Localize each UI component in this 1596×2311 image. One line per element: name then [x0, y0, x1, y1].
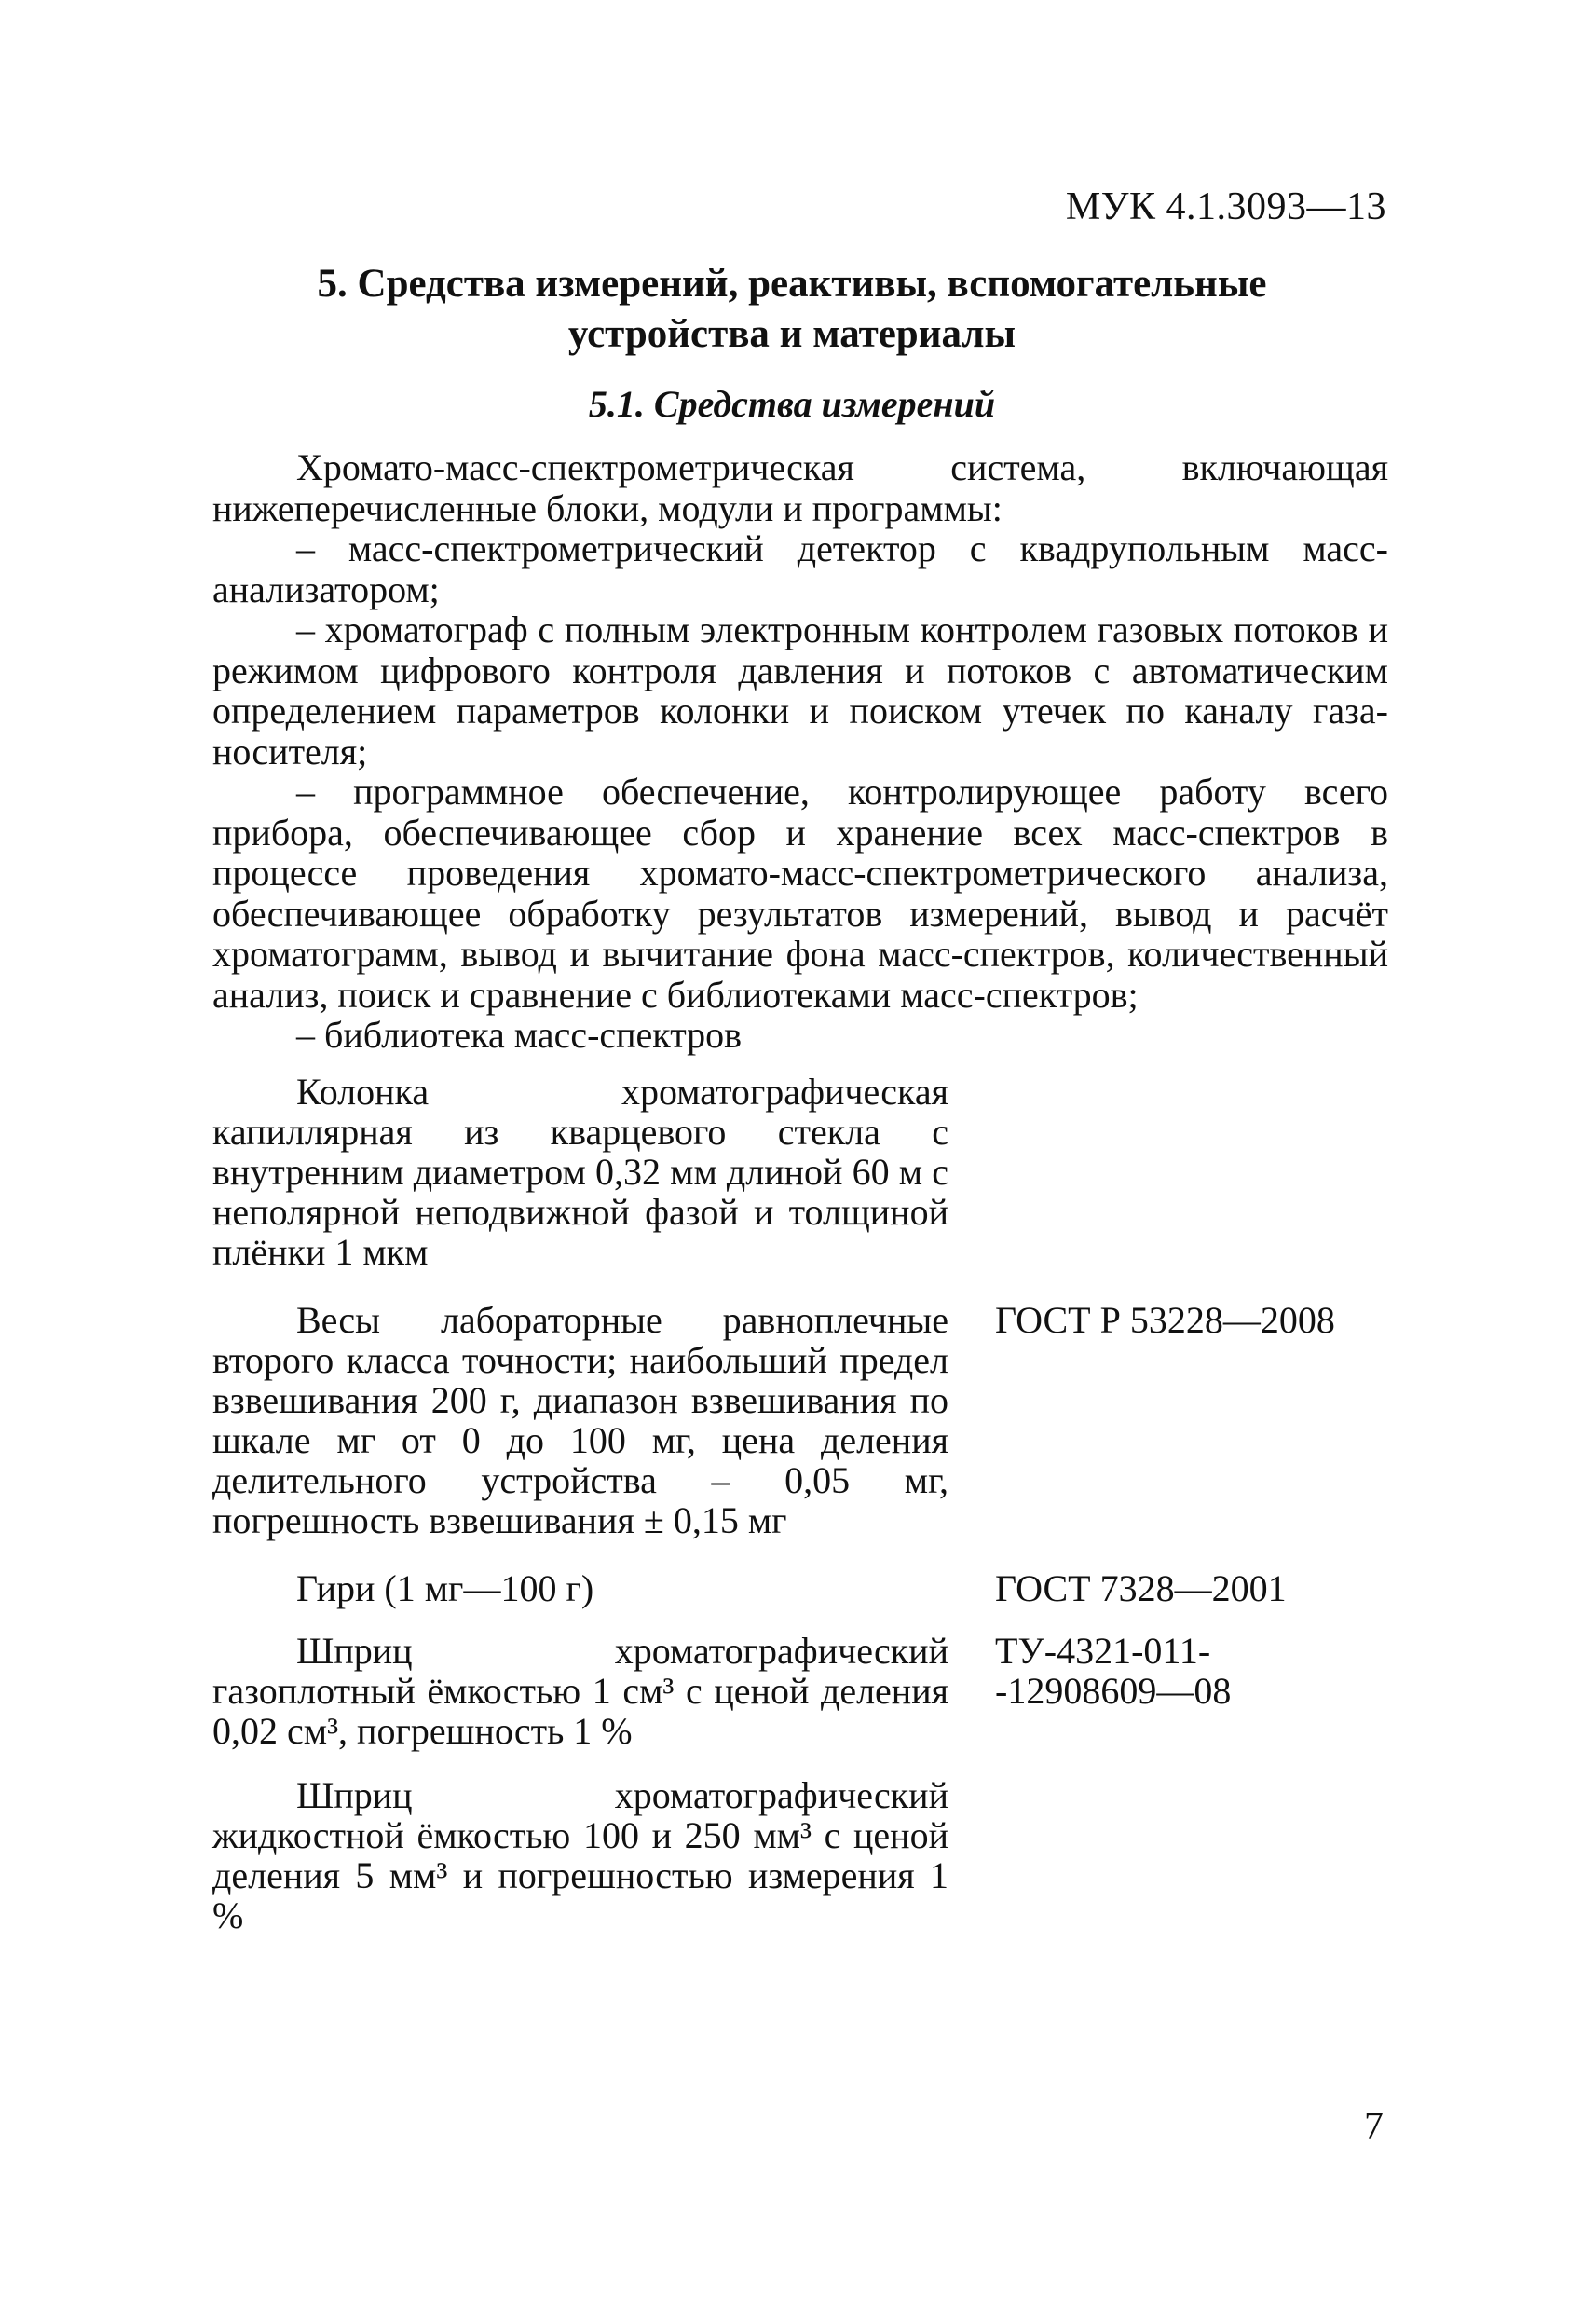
intro-paragraph: – масс-спектрометрический детектор с квадрупольным масс-анализатором; [212, 527, 1388, 610]
equipment-item [212, 1300, 1388, 1540]
equipment-item [212, 1072, 1388, 1272]
intro-paragraph: – программное обеспечение, контролирующее работу всего прибора, обеспечивающее сбор и хранение всех масс-спектров в процессе проведения хромато-масс-спектрометрического анализа, обеспечивающее обработку результатов измерений, вывод и расчёт хроматограмм, вывод и вычитание фона масс-спектров, количественный анализ, поиск и сравнение с библиотеками масс-спектров; [212, 771, 1388, 1016]
equipment-reference [995, 1072, 1377, 1272]
equipment-description: Весы лабораторные равноплечные второго класса точности; наибольший предел взвешивания 200 г, диапазон взвешивания по шкале мг от 0 до 100 мг, цена деления делительного устройства – 0,05 мг, погрешность взвешивания ± 0,15 мг [212, 1299, 948, 1541]
equipment-item [212, 1631, 1388, 1751]
equipment-item [212, 1775, 1388, 1935]
equipment-description: Шприц хроматографический газоплотный ёмкостью 1 см³ с ценой деления 0,02 см³, погрешность 1 % [212, 1630, 948, 1752]
intro-text [212, 447, 1388, 1056]
equipment-item [212, 1568, 1388, 1608]
equipment-reference: ТУ-4321-011- -12908609—08 [995, 1630, 1232, 1712]
equipment-description: Шприц хроматографический жидкостной ёмкостью 100 и 250 мм³ с ценой деления 5 мм³ и погрешностью измерения 1 % [212, 1774, 948, 1936]
document-code: МУК 4.1.3093—13 [1065, 185, 1386, 228]
equipment-list [212, 1072, 1388, 1956]
equipment-reference [995, 1775, 1377, 1935]
equipment-reference: ГОСТ 7328—2001 [995, 1567, 1287, 1609]
equipment-reference: ГОСТ Р 53228—2008 [995, 1299, 1335, 1341]
intro-paragraph: Хромато-масс-спектрометрическая система, включающая нижеперечисленные блоки, модули и программы: [212, 446, 1388, 529]
page-number: 7 [1364, 2105, 1384, 2148]
intro-paragraph: – библиотека масс-спектров [296, 1014, 743, 1056]
equipment-description: Колонка хроматографическая капиллярная из кварцевого стекла с внутренним диаметром 0,32 мм длиной 60 м с неполярной неподвижной фазой и толщиной плёнки 1 мкм [212, 1071, 948, 1273]
intro-paragraph: – хроматограф с полным электронным контролем газовых потоков и режимом цифрового контроля давления и потоков с автоматическим определением параметров колонки и поиском утечек по каналу газа-носителя; [212, 609, 1388, 773]
subsection-title: 5.1. Средства измерений [588, 383, 996, 425]
section-title: 5. Средства измерений, реактивы, вспомогательные устройства и материалы [317, 262, 1267, 356]
equipment-description: Гири (1 мг—100 г) [296, 1567, 594, 1609]
